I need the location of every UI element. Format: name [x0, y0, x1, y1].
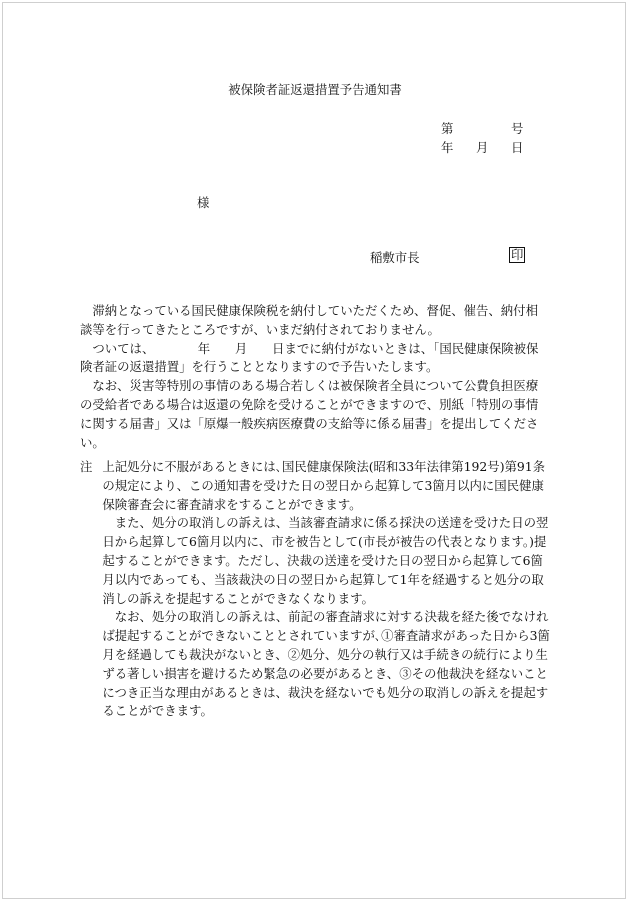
date-month: 月 [476, 140, 489, 155]
note-paragraph-3: なお、処分の取消しの訴えは、前記の審査請求に対する決裁を経た後でなければ提起することができないこととされていますが､①審査請求があった日から3箇月を経過しても裁決がないとき、②処分、処分の執行又は手続きの続行により生ずる著しい損害を避けるため緊急の必要があるとき、③その他裁決を経ないことにつき正当な理由があるときは、裁決を経ないでも処分の取消しの訴えを提起することができます。 [102, 609, 550, 719]
body-paragraph-1: 滞納となっている国民健康保険税を納付していただくため、督促、催告、納付相談等を行ってきたところですが、いまだ納付されておりません。 [80, 303, 538, 337]
sender-name: 稲敷市長 [370, 250, 420, 265]
document-title: 被保険者証返還措置予告通知書 [228, 82, 402, 97]
notes-section [80, 458, 550, 721]
body-paragraph-3: なお、災害等特別の事情のある場合若しくは被保険者全員について公費負担医療の受給者である場合は返還の免除を受けることができますので、別紙「特別の事情に関する届書」又は「原爆一般疾病医療費の支給等に係る届書」を提出してください。 [80, 378, 539, 450]
note-paragraph-2: また、処分の取消しの訴えは、当該審査請求に係る採決の送達を受けた日の翌日から起算して6箇月以内に、市を被告として(市長が被告の代表となります。)提起することができます。ただし、決裁の送達を受けた日の翌日から起算して6箇月以内であっても、当該裁決の日の翌日から起算して1年を経過すると処分の取消しの訴えを提起することができなくなります。 [102, 515, 549, 606]
note-paragraph-1 [80, 458, 550, 514]
number-suffix: 号 [511, 121, 524, 136]
recipient-honorific: 様 [197, 195, 210, 210]
date-year: 年 [441, 140, 454, 155]
seal-mark [505, 247, 525, 263]
note-label: 注 [80, 459, 93, 474]
number-prefix: 第 [441, 121, 454, 136]
date-day: 日 [511, 140, 524, 155]
seal-box: 印 [511, 247, 524, 262]
note-text-1: 上記処分に不服があるときには､国民健康保険法(昭和33年法律第192号)第91条の規定により、この通知書を受けた日の翌日から起算して3箇月以内に国民健康保険審査会に審査請求をすることができます。 [102, 459, 546, 512]
notice-body [80, 302, 550, 452]
body-paragraph-2: ついては、 年 月 日までに納付がないときは、｢国民健康保険被保険者証の返還措置」を行うこととなりますので予告いたします。 [80, 340, 539, 375]
